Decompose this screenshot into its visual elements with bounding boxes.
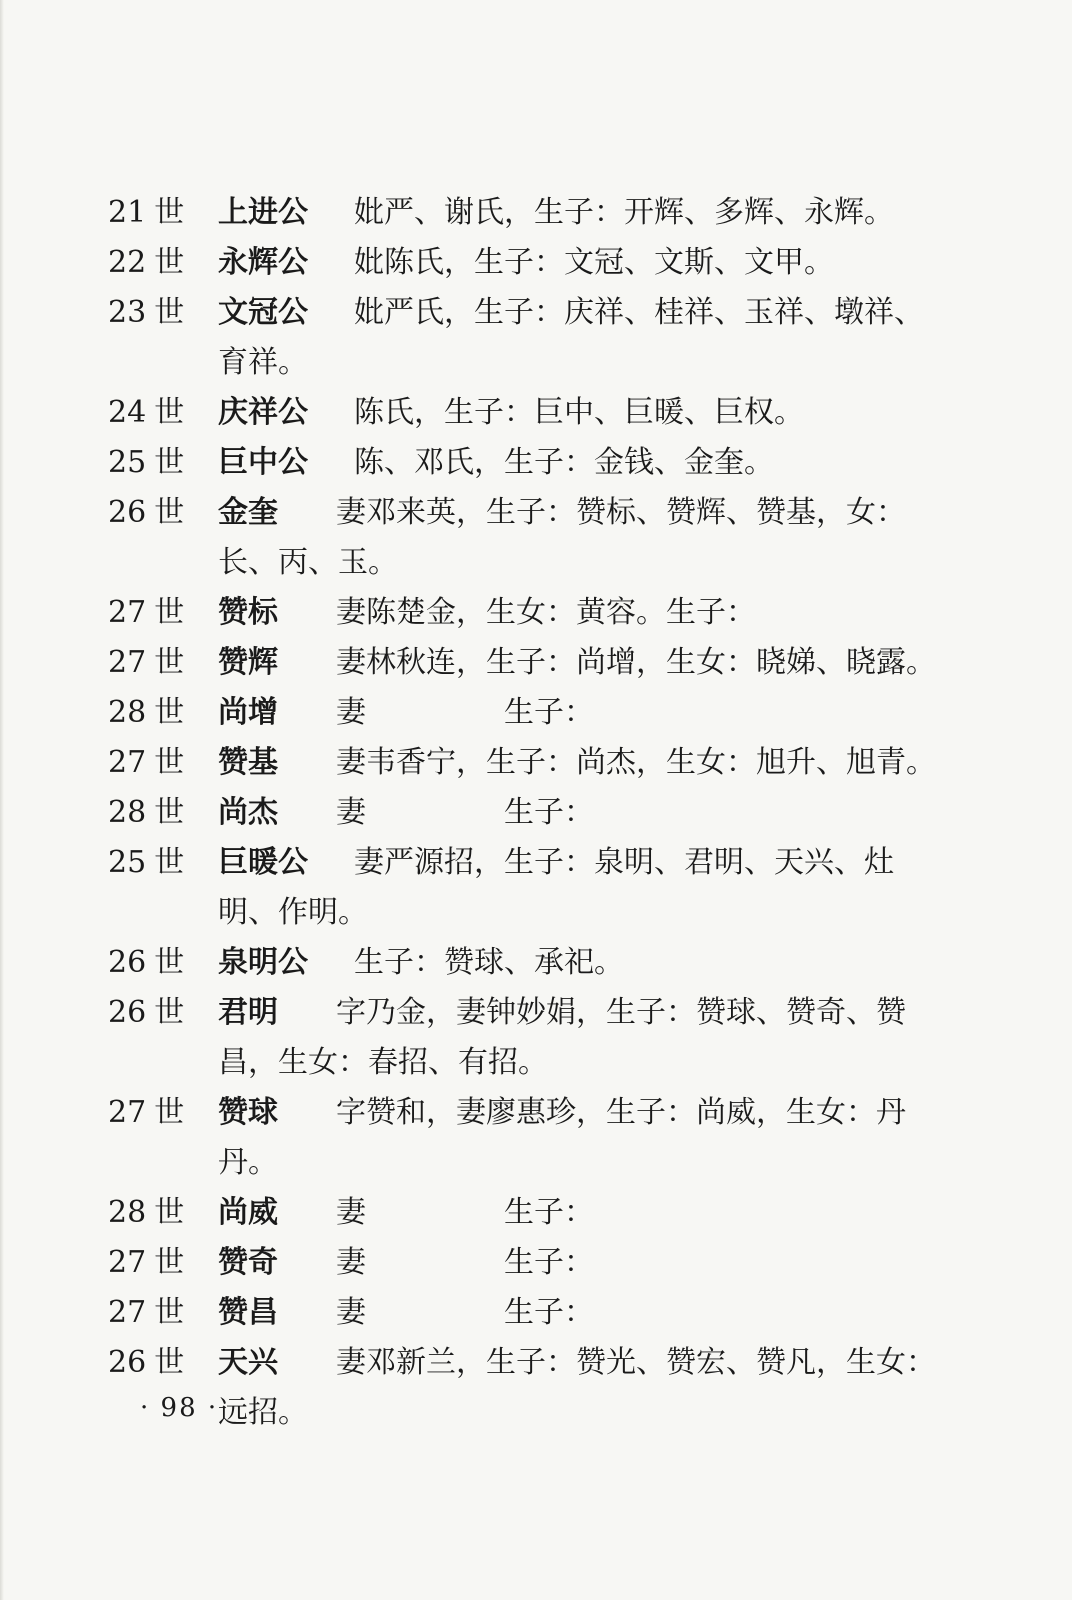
entry-text: 生子： <box>504 1195 594 1230</box>
generation-label <box>108 938 218 988</box>
generation-label <box>108 988 218 1088</box>
spouse-label: 妻 <box>336 1245 366 1280</box>
generation-label <box>108 788 218 838</box>
person-name: 尚威 <box>218 1195 278 1230</box>
generation-label <box>108 388 218 438</box>
generation-number: 26 <box>108 945 147 980</box>
person-name: 泉明公 <box>218 945 308 980</box>
spouse-label: 妻 <box>336 695 366 730</box>
person-name: 赞昌 <box>218 1295 278 1330</box>
genealogy-entry <box>108 988 948 1088</box>
generation-suffix: 世 <box>154 295 185 330</box>
entry-text: 字赞和，妻廖惠珍，生子：尚威，生女：丹丹。 <box>218 1095 906 1180</box>
generation-number: 22 <box>108 245 147 280</box>
person-name: 赞奇 <box>218 1245 278 1280</box>
entry-text: 妣严、谢氏，生子：开辉、多辉、永辉。 <box>354 195 894 230</box>
generation-label <box>108 738 218 788</box>
generation-label <box>108 288 218 388</box>
entry-body <box>218 788 948 838</box>
generation-number: 24 <box>108 395 147 430</box>
generation-suffix: 世 <box>154 745 185 780</box>
entry-text: 妣陈氏，生子：文冠、文斯、文甲。 <box>354 245 834 280</box>
genealogy-entry <box>108 838 948 938</box>
generation-suffix: 世 <box>154 395 185 430</box>
generation-suffix: 世 <box>154 645 185 680</box>
entry-body <box>218 1288 948 1338</box>
genealogy-list <box>108 188 948 1438</box>
generation-number: 21 <box>108 195 147 230</box>
generation-suffix: 世 <box>154 445 185 480</box>
generation-label <box>108 438 218 488</box>
person-name: 金奎 <box>218 495 278 530</box>
genealogy-entry <box>108 638 948 688</box>
genealogy-entry <box>108 938 948 988</box>
generation-suffix: 世 <box>154 195 185 230</box>
entry-body <box>218 588 948 638</box>
spouse-label: 妻 <box>336 1295 366 1330</box>
generation-suffix: 世 <box>154 795 185 830</box>
genealogy-entry <box>108 688 948 738</box>
generation-number: 28 <box>108 795 147 830</box>
generation-label <box>108 1338 218 1438</box>
generation-label <box>108 638 218 688</box>
entry-text: 妻严源招，生子：泉明、君明、天兴、灶明、作明。 <box>218 845 894 930</box>
entry-body <box>218 688 948 738</box>
entry-body <box>218 238 948 288</box>
generation-suffix: 世 <box>154 945 185 980</box>
person-name: 永辉公 <box>218 245 308 280</box>
generation-number: 28 <box>108 695 147 730</box>
generation-label <box>108 488 218 588</box>
entry-text: 生子： <box>504 1295 594 1330</box>
genealogy-entry <box>108 1338 948 1438</box>
entry-text: 生子：赞球、承祀。 <box>354 945 624 980</box>
page-number: · 98 · <box>140 1393 219 1423</box>
generation-suffix: 世 <box>154 1345 185 1380</box>
entry-text: 生子： <box>504 795 594 830</box>
generation-suffix: 世 <box>154 695 185 730</box>
spouse-label: 妻 <box>336 795 366 830</box>
person-name: 尚增 <box>218 695 278 730</box>
person-name: 尚杰 <box>218 795 278 830</box>
person-name: 天兴 <box>218 1345 278 1380</box>
entry-body <box>218 1338 948 1438</box>
generation-suffix: 世 <box>154 495 185 530</box>
generation-label <box>108 238 218 288</box>
generation-label <box>108 1088 218 1188</box>
generation-label <box>108 1188 218 1238</box>
entry-body <box>218 388 948 438</box>
generation-number: 26 <box>108 1345 147 1380</box>
person-name: 巨暖公 <box>218 845 308 880</box>
entry-text: 陈、邓氏，生子：金钱、金奎。 <box>354 445 774 480</box>
genealogy-entry <box>108 1188 948 1238</box>
generation-suffix: 世 <box>154 995 185 1030</box>
generation-number: 27 <box>108 1295 147 1330</box>
entry-text: 妻邓来英，生子：赞标、赞辉、赞基，女：长、丙、玉。 <box>218 495 906 580</box>
entry-body <box>218 988 948 1088</box>
generation-suffix: 世 <box>154 1245 185 1280</box>
genealogy-entry <box>108 588 948 638</box>
entry-body <box>218 1088 948 1188</box>
genealogy-entry <box>108 188 948 238</box>
generation-suffix: 世 <box>154 1295 185 1330</box>
spouse-label: 妻 <box>336 1195 366 1230</box>
generation-suffix: 世 <box>154 245 185 280</box>
person-name: 赞球 <box>218 1095 278 1130</box>
genealogy-entry <box>108 1238 948 1288</box>
person-name: 文冠公 <box>218 295 308 330</box>
entry-body <box>218 638 948 688</box>
generation-number: 26 <box>108 995 147 1030</box>
entry-body <box>218 938 948 988</box>
entry-text: 妻邓新兰，生子：赞光、赞宏、赞凡，生女：远招。 <box>218 1345 936 1430</box>
person-name: 巨中公 <box>218 445 308 480</box>
generation-label <box>108 588 218 638</box>
entry-body <box>218 1188 948 1238</box>
person-name: 赞辉 <box>218 645 278 680</box>
generation-suffix: 世 <box>154 1095 185 1130</box>
entry-body <box>218 288 948 388</box>
genealogy-entry <box>108 438 948 488</box>
generation-label <box>108 1288 218 1338</box>
person-name: 上进公 <box>218 195 308 230</box>
generation-label <box>108 1238 218 1288</box>
generation-number: 27 <box>108 1095 147 1130</box>
entry-text: 生子： <box>504 1245 594 1280</box>
genealogy-entry <box>108 788 948 838</box>
genealogy-entry <box>108 1088 948 1188</box>
person-name: 赞基 <box>218 745 278 780</box>
generation-suffix: 世 <box>154 845 185 880</box>
genealogy-entry <box>108 388 948 438</box>
entry-text: 生子： <box>504 695 594 730</box>
entry-body <box>218 838 948 938</box>
generation-number: 27 <box>108 645 147 680</box>
generation-number: 25 <box>108 445 147 480</box>
generation-number: 27 <box>108 745 147 780</box>
genealogy-entry <box>108 238 948 288</box>
generation-label <box>108 188 218 238</box>
generation-number: 27 <box>108 1245 147 1280</box>
generation-number: 28 <box>108 1195 147 1230</box>
entry-body <box>218 438 948 488</box>
person-name: 赞标 <box>218 595 278 630</box>
generation-number: 23 <box>108 295 147 330</box>
person-name: 庆祥公 <box>218 395 308 430</box>
genealogy-entry <box>108 738 948 788</box>
generation-number: 27 <box>108 595 147 630</box>
generation-label <box>108 688 218 738</box>
entry-text: 妻韦香宁，生子：尚杰，生女：旭升、旭青。 <box>336 745 936 780</box>
genealogy-entry <box>108 488 948 588</box>
generation-suffix: 世 <box>154 1195 185 1230</box>
entry-text: 妣严氏，生子：庆祥、桂祥、玉祥、墩祥、育祥。 <box>218 295 924 380</box>
entry-body <box>218 738 948 788</box>
generation-number: 25 <box>108 845 147 880</box>
entry-text: 妻林秋连，生子：尚增，生女：晓娣、晓露。 <box>336 645 936 680</box>
genealogy-entry <box>108 288 948 388</box>
person-name: 君明 <box>218 995 278 1030</box>
page-edge <box>0 0 4 1600</box>
entry-body <box>218 1238 948 1288</box>
generation-suffix: 世 <box>154 595 185 630</box>
generation-number: 26 <box>108 495 147 530</box>
entry-body <box>218 188 948 238</box>
entry-text: 妻陈楚金，生女：黄容。生子： <box>336 595 756 630</box>
generation-label <box>108 838 218 938</box>
entry-text: 陈氏，生子：巨中、巨暖、巨权。 <box>354 395 804 430</box>
entry-text: 字乃金，妻钟妙娟，生子：赞球、赞奇、赞昌，生女：春招、有招。 <box>218 995 906 1080</box>
genealogy-entry <box>108 1288 948 1338</box>
entry-body <box>218 488 948 588</box>
